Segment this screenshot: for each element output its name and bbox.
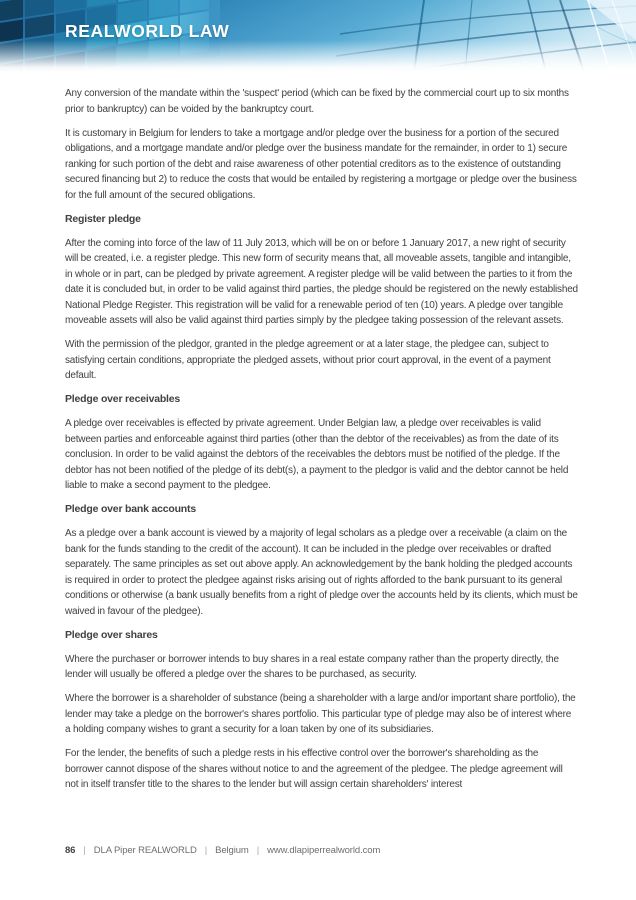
paragraph-shareholder-substance: Where the borrower is a shareholder of substance (being a shareholder with a large and/or important share portfolio), the lender may take a pledge on the borrower's shares portfolio. This particular type of pledge may also be of interest where a holding company wishes to grant a security for a loan taken by one of its subsidiaries. — [65, 693, 576, 735]
paragraph-lender-benefits: For the lender, the benefits of such a pledge rests in his effective control over the borrower's shareholding as the borrower cannot dispose of the shares without notice to and the agreement of the pledgee. The pledge agreement will not in itself transfer title to the shares to the lender but will assign certain shareholders' interest — [65, 748, 563, 790]
page-footer — [65, 845, 578, 856]
paragraph-register-pledge: After the coming into force of the law of 11 July 2013, which will be on or before 1 January 2017, a new right of security will be created, i.e. a register pledge. This new form of security means that, all moveable assets, tangible and intangible, in whole or in part, can be pledged by private agreement. A register pledge will be valid between the parties to it from the date it is concluded but, in order to be valid against third parties, the pledge should be registered on the newly established National Pledge Register. This registration will be valid for a renewable period of ten (10) years. A pledge over tangible moveable assets will also be valid against third parties simply by the pledgee taking possession of the relevant assets. — [65, 237, 578, 326]
paragraph-pledge-receivables: A pledge over receivables is effected by private agreement. Under Belgian law, a pledge over receivables is valid between parties and enforceable against third parties (other than the debtor of the receivables) as from the date of its conclusion. In order to be valid against the debtors of the receivables the debtors must be notified of the pledge. If the debtor has not been notified of the pledge of its debt(s), a payment to the pledgor is valid and the debtor cannot be held liable to make a second payment to the pledgee. — [65, 418, 569, 491]
section-heading-pledge-over-receivables: Pledge over receivables — [65, 393, 181, 405]
paragraph-suspect-period: Any conversion of the mandate within the 'suspect' period (which can be fixed by the commercial court up to six months prior to bankruptcy) can be voided by the bankruptcy court. — [65, 88, 569, 115]
section-heading-pledge-over-bank-accounts: Pledge over bank accounts — [65, 503, 196, 515]
header-title: REALWORLD LAW — [65, 21, 230, 41]
paragraph-pledge-bank-accounts: As a pledge over a bank account is viewed by a majority of legal scholars as a pledge over a receivable (a claim on the bank for the funds standing to the credit of the account). It can be included in the pledge over receivables or drafted separately. The same principles as set out above apply. An acknowledgement by the bank holding the pledged accounts is required in order to protect the pledgee against risks arising out of rights afforded to the bank pursuant to its general conditions or otherwise (a bank usually benefits from a right of pledge over the accounts held by its clients, which must be waived in favour of the pledgee). — [65, 528, 578, 617]
footer-separator: | — [256, 845, 260, 856]
footer-separator: | — [204, 845, 208, 856]
paragraph-pledgor-permission: With the permission of the pledgor, granted in the pledge agreement or at a later stage, the pledgee can, subject to satisfying certain conditions, appropriate the pledged assets, without prior court approval, in the event of a payment default. — [65, 339, 551, 381]
paragraph-customary-belgium: It is customary in Belgium for lenders to take a mortgage and/or pledge over the business for a portion of the secured obligations, and a mortgage mandate and/or pledge over the business mandate for the remainder, in order to 1) secure ranking for such portion of the debt and raise awareness of other potential creditors as to the existence of outstanding secured financing but 2) to reduce the costs that would be entailed by registering a mortgage or pledge over the business for the full amount of the secured obligations. — [65, 127, 577, 201]
page-number: 86 — [65, 845, 76, 856]
footer-url[interactable]: www.dlapiperrealworld.com — [267, 845, 381, 856]
paragraph-pledge-shares-intro: Where the purchaser or borrower intends to buy shares in a real estate company rather than the property directly, the lender will usually be offered a pledge over the shares to be purchased, as security. — [65, 653, 559, 680]
page-header — [0, 0, 636, 72]
section-heading-pledge-over-shares: Pledge over shares — [65, 628, 158, 641]
footer-separator: | — [83, 845, 86, 856]
section-heading-register-pledge: Register pledge — [65, 212, 141, 225]
footer-country: Belgium — [215, 845, 249, 856]
footer-brand: DLA Piper REALWORLD — [93, 845, 197, 856]
document-body — [65, 86, 578, 801]
